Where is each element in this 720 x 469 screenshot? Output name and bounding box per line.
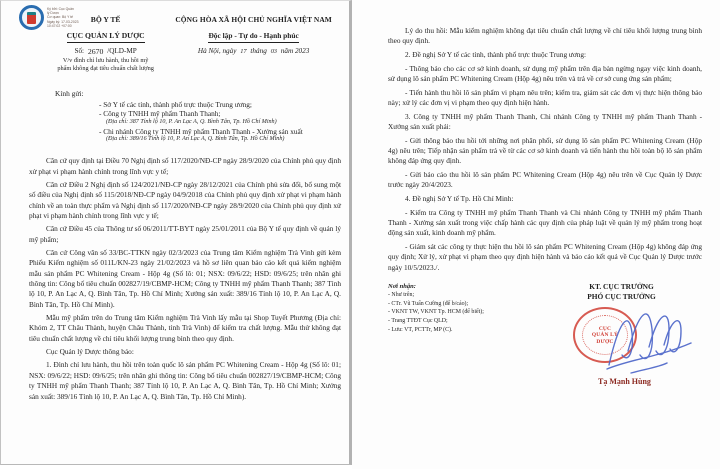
paragraph: - Kiểm tra Công ty TNHH mỹ phẩm Thanh Thanh và Chi nhánh Công ty TNHH mỹ phẩm Thanh Thanh - Xưởng sản xuất trong việc chấp hành các quy định của pháp luật về quản lý mỹ phẩm trong hoạt động sản xuất, kinh doanh mỹ phẩm. bbox=[388, 207, 702, 238]
recipient-address: (Địa chỉ: 389/16 Tỉnh lộ 10, P. An Lạc A, Q. Bình Tân, Tp. Hồ Chí Minh) bbox=[106, 136, 285, 143]
doc-no-label: Số: bbox=[74, 47, 85, 55]
recipient-item: - Chi nhánh Công ty TNHH mỹ phẩm Thanh Thanh - Xưởng sản xuất bbox=[99, 126, 303, 136]
dateline-mid: tháng bbox=[250, 47, 267, 55]
document-footer bbox=[388, 282, 702, 386]
date-day: 17 bbox=[240, 48, 247, 55]
paragraph: - Tiến hành thu hồi lô sản phẩm vi phạm nêu trên; kiểm tra, giám sát các đơn vị thực hiện thông báo này; xử lý các đơn vị vi phạm theo quy định hiện hành. bbox=[388, 87, 702, 107]
digital-signature-block bbox=[19, 5, 78, 30]
esign-line: lý Dược bbox=[47, 11, 60, 16]
paragraph: - Gửi thông báo thu hồi tới những nơi phân phối, sử dụng lô sản phẩm PC Whitening Cream (Hộp 4g) nêu trên; Tiếp nhận sản phẩm trả về từ các cơ sở kinh doanh và tiến hành thu hồi toàn bộ lô sản phẩm không đáp ứng quy định. bbox=[388, 135, 702, 166]
seal-text: CỤC bbox=[598, 326, 612, 333]
doc-no-value: 2670 bbox=[87, 47, 104, 56]
paragraph: 4. Đề nghị Sở Y tế Tp. Hồ Chí Minh: bbox=[405, 194, 514, 203]
paragraph: Căn cứ quy định tại Điều 70 Nghị định số 117/2020/NĐ-CP ngày 28/9/2020 của Chính phủ quy định xử phạt vi phạm hành chính trong lĩnh vực y tế; bbox=[29, 156, 341, 176]
place-date-line bbox=[166, 47, 341, 55]
recipient-item: - Sở Y tế các tỉnh, thành phố trực thuộc Trung ương; bbox=[99, 99, 252, 109]
paragraph: 1. Đình chỉ lưu hành, thu hồi trên toàn quốc lô sản phẩm PC Whitening Cream - Hộp 4g (Số lô: 01; NSX: 09/6/22; HSD: 09/6/25; trên nhãn ghi thông tin: Công bố tiêu chuẩn 002827/19/CBMP-HCM; Công ty TNHH mỹ phẩm Thanh Thanh; 387 Tỉnh lộ 10, P. An Lạc A, Q. Bình Tân, Tp. Hồ Chí Minh; Xưởng sản xuất: 389/16 Tỉnh lộ 10, P. An Lạc A, Q. Bình Tân, Tp. Hồ Chí Minh). bbox=[29, 360, 341, 401]
esign-line: Cơ quan: Bộ Y tế bbox=[47, 15, 74, 20]
body-page-2 bbox=[388, 26, 702, 273]
subject-line: V/v đình chỉ lưu hành, thu hồi mỹ bbox=[62, 57, 149, 64]
recipient-item: - Công ty TNHH mỹ phẩm Thanh Thanh; bbox=[99, 109, 221, 119]
paragraph: Lý do thu hồi: Mẫu kiểm nghiệm không đạt tiêu chuẩn chất lượng về chỉ tiêu khối lượng trung bình theo quy định. bbox=[388, 26, 702, 46]
recipient-list bbox=[99, 100, 341, 144]
noi-nhan-item: - CTr. Vũ Tuấn Cường (để b/cáo); bbox=[388, 300, 469, 307]
noi-nhan-block bbox=[388, 282, 567, 386]
paragraph: - Gửi báo cáo thu hồi lô sản phẩm PC Whitening Cream (Hộp 4g) nêu trên về Cục Quản lý Dược trước ngày 20/4/2023. bbox=[388, 170, 702, 190]
paragraph: Căn cứ Công văn số 33/BC-TTKN ngày 02/3/2023 của Trung tâm Kiểm nghiệm Trà Vinh gửi kèm Phiếu Kiểm nghiệm số 011L/KN-23 ngày 21/02/2023 và hồ sơ liên quan báo cáo kết quả kiểm nghiệm mẫu sản phẩm PC Whitening Cream - Hộp 4g (Số lô: 01; NSX: 09/6/22; HSD: 09/6/25; trên nhãn ghi thông tin: Công bố tiêu chuẩn 002827/19/CBMP-HCM; Công ty TNHH mỹ phẩm Thanh Thanh; 387 Tỉnh lộ 10, P. An Lạc A, Q. Bình Tân, Tp. Hồ Chí Minh; Xưởng sản xuất: 389/16 Tỉnh lộ 10, P. An Lạc A, Q. Bình Tân, Tp. Hồ Chí Minh). bbox=[29, 247, 341, 309]
paragraph: - Thông báo cho các cơ sở kinh doanh, sử dụng mỹ phẩm trên địa bàn ngừng ngay việc kinh doanh, sử dụng lô sản phẩm PC Whitening Cream (Hộp 4g) nêu trên và trả về cơ sở cung ứng sản phẩm; bbox=[388, 63, 702, 83]
dateline-pre: Hà Nội, ngày bbox=[197, 47, 237, 55]
page-1 bbox=[0, 0, 352, 465]
department-name: CỤC QUẢN LÝ DƯỢC bbox=[67, 31, 145, 43]
handwritten-signature-icon bbox=[598, 299, 701, 383]
noi-nhan-item: - VKNT TW, VKNT Tp. HCM (để biết); bbox=[388, 309, 484, 316]
esign-line: Ngày ký: 17-03-2023 bbox=[47, 19, 79, 24]
body-page-1 bbox=[29, 156, 341, 402]
seal-text: QUẢN LÝ bbox=[591, 332, 619, 339]
paragraph: 2. Đề nghị Sở Y tế các tỉnh, thành phố trực thuộc Trung ương: bbox=[405, 50, 587, 59]
salutation: Kính gửi: bbox=[55, 88, 84, 98]
page-2 bbox=[352, 0, 720, 469]
noi-nhan-item: - Trang TTĐT Cục QLD; bbox=[388, 318, 448, 324]
noi-nhan-title: Nơi nhận: bbox=[388, 283, 416, 291]
seal-text: DƯỢC bbox=[596, 338, 614, 345]
paragraph: Cục Quản lý Dược thông báo: bbox=[46, 347, 134, 357]
subject-abstract bbox=[45, 57, 166, 74]
noi-nhan-item: - Lưu: VT, PCTTr, MP (C). bbox=[388, 326, 453, 333]
emblem-core-icon bbox=[27, 12, 36, 24]
paragraph: Căn cứ Điều 2 Nghị định số 124/2021/NĐ-CP ngày 28/12/2021 của Chính phủ sửa đổi, bổ sung một số điều của Nghị định số 115/2018/NĐ-CP ngày 04/9/2018 của Chính phủ quy định xử phạt vi phạm hành chính về an toàn thực phẩm và Nghị định số 117/2020/NĐ-CP ngày 28/9/2020 của Chính phủ quy định xử phạt vi phạm hành chính trong lĩnh vực y tế; bbox=[29, 179, 341, 221]
esign-line: Ký bởi: Cục Quản bbox=[47, 7, 74, 11]
national-motto-block bbox=[166, 15, 341, 74]
signer-title-1: KT. CỤC TRƯỞNG bbox=[589, 282, 654, 292]
document-number bbox=[45, 46, 166, 55]
drug-administration-emblem-icon bbox=[19, 5, 44, 30]
signer-title-2: PHÓ CỤC TRƯỞNG bbox=[587, 291, 656, 301]
recipient-address: (Địa chỉ: 387 Tỉnh lộ 10, P. An Lạc A, Q. Bình Tân, Tp. Hồ Chí Minh) bbox=[106, 119, 277, 125]
noi-nhan-item: - Như trên; bbox=[388, 292, 415, 299]
paragraph: Căn cứ Điều 45 của Thông tư số 06/2011/TT-BYT ngày 25/01/2011 của Bộ Y tế quy định về quản lý mỹ phẩm; bbox=[29, 224, 341, 244]
signer-name: Tạ Mạnh Hùng bbox=[598, 377, 651, 387]
seal-and-signature bbox=[567, 305, 702, 383]
dateline-post: năm 2023 bbox=[280, 47, 310, 55]
esign-line: 10:47:02 +07:00 bbox=[47, 23, 72, 28]
doc-no-suffix: /QLD-MP bbox=[107, 47, 137, 55]
date-month: 03 bbox=[270, 48, 277, 55]
signature-block bbox=[567, 282, 702, 386]
paragraph: - Giám sát các công ty thực hiện thu hồi lô sản phẩm PC Whitening Cream (Hộp 4g) không đáp ứng quy định; Xử lý, xử phạt vi phạm theo quy định hiện hành và báo cáo kết quả về Cục Quản lý Dược trước ngày 10/5/2023./. bbox=[388, 242, 702, 272]
subject-line: phẩm không đạt tiêu chuẩn chất lượng bbox=[57, 65, 154, 73]
ministry-name: BỘ Y TẾ bbox=[90, 15, 121, 24]
national-title: CỘNG HÒA XÃ HỘI CHỦ NGHĨA VIỆT NAM bbox=[175, 15, 332, 24]
paragraph: Mẫu mỹ phẩm trên do Trung tâm Kiểm nghiệm Trà Vinh lấy mẫu tại Shop Tuyết Phương (Địa chỉ: Khóm 2, TT Châu Thành, huyện Châu Thành, tỉnh Trà Vinh) để kiểm tra chất lượng. Mẫu thử không đạt tiêu chuẩn chất lượng về chỉ tiêu khối lượng trung bình theo quy định. bbox=[29, 313, 341, 343]
esign-metadata bbox=[47, 5, 78, 30]
national-motto: Độc lập - Tự do - Hạnh phúc bbox=[208, 31, 298, 43]
paragraph: 3. Công ty TNHH mỹ phẩm Thanh Thanh, Chi nhánh Công ty TNHH mỹ phẩm Thanh Thanh - Xưởng sản xuất phải: bbox=[388, 111, 702, 131]
